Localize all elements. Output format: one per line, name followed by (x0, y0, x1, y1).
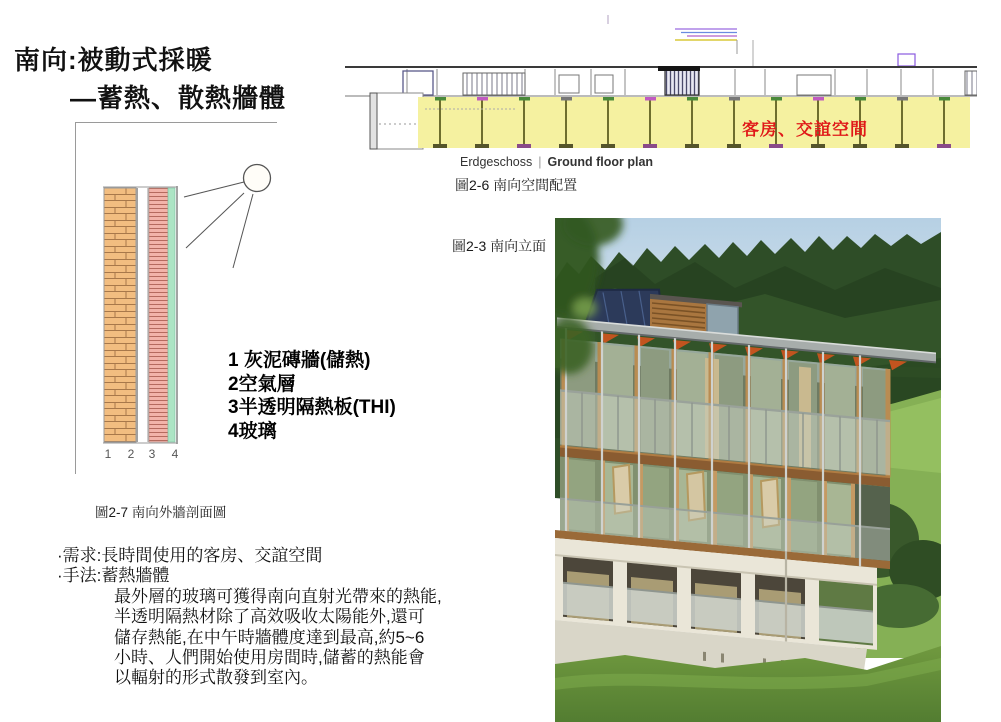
layer-number-1: 1 (104, 447, 112, 461)
ground-floor-plan-drawing (345, 5, 977, 153)
layer-number-4: 4 (171, 447, 179, 461)
plan-caption-de-text: Erdgeschoss (460, 155, 533, 169)
layer-number-2: 2 (127, 447, 135, 461)
brick-wall-layer (104, 188, 136, 442)
legend-line-2: 2空氣層 (228, 373, 296, 395)
south-elevation-photo (555, 218, 941, 722)
plan-highlight-label: 客房、交誼空間 (742, 120, 868, 139)
figure-2-3-caption: 圖2-3 南向立面 (452, 238, 547, 254)
plan-caption-en (460, 155, 653, 169)
plan-caption-en-text: Ground floor plan (547, 155, 654, 169)
glass-layer (168, 188, 175, 442)
figure-2-7-caption: 圖2-7 南向外牆剖面圖 (95, 505, 227, 520)
layer-number-3: 3 (148, 447, 156, 461)
wall-layer-legend (228, 349, 396, 443)
thi-layer (149, 188, 168, 442)
sun-icon (184, 165, 271, 269)
legend-line-3: 3半透明隔熱板(THI) (228, 397, 396, 418)
notes-body-line-5: 以輻射的形式散發到室內。 (114, 668, 318, 688)
notes-body-line-2: 半透明隔熱材除了高效吸收太陽能外,還可 (114, 607, 425, 627)
notes-body-line-4: 小時、人們開始使用房間時,儲蓄的熱能會 (114, 647, 425, 667)
notes-body-line-3: 儲存熱能,在中午時牆體度達到最高,約5~6 (114, 627, 425, 647)
notes-method: ·手法:蓄熱牆體 (57, 566, 170, 585)
legend-line-1: 1 灰泥磚牆(儲熱) (228, 350, 371, 371)
legend-line-4: 4玻璃 (228, 420, 277, 442)
layer-number-row (76, 447, 186, 463)
plan-caption-separator: | (538, 155, 542, 169)
figure-2-6-caption: 圖2-6 南向空間配置 (455, 177, 578, 193)
floor-plan-svg (345, 5, 977, 153)
notes-body (114, 587, 442, 688)
notes-body-line-1: 最外層的玻璃可獲得南向直射光帶來的熱能, (114, 587, 442, 606)
page-title-line1: 南向:被動式採暖 (14, 45, 213, 75)
page-title-line2: —蓄熱、散熱牆體 (70, 83, 287, 113)
notes-requirement: ·需求:長時間使用的客房、交誼空間 (57, 546, 323, 565)
building-photo-svg (555, 218, 941, 722)
air-gap-layer (136, 188, 149, 442)
